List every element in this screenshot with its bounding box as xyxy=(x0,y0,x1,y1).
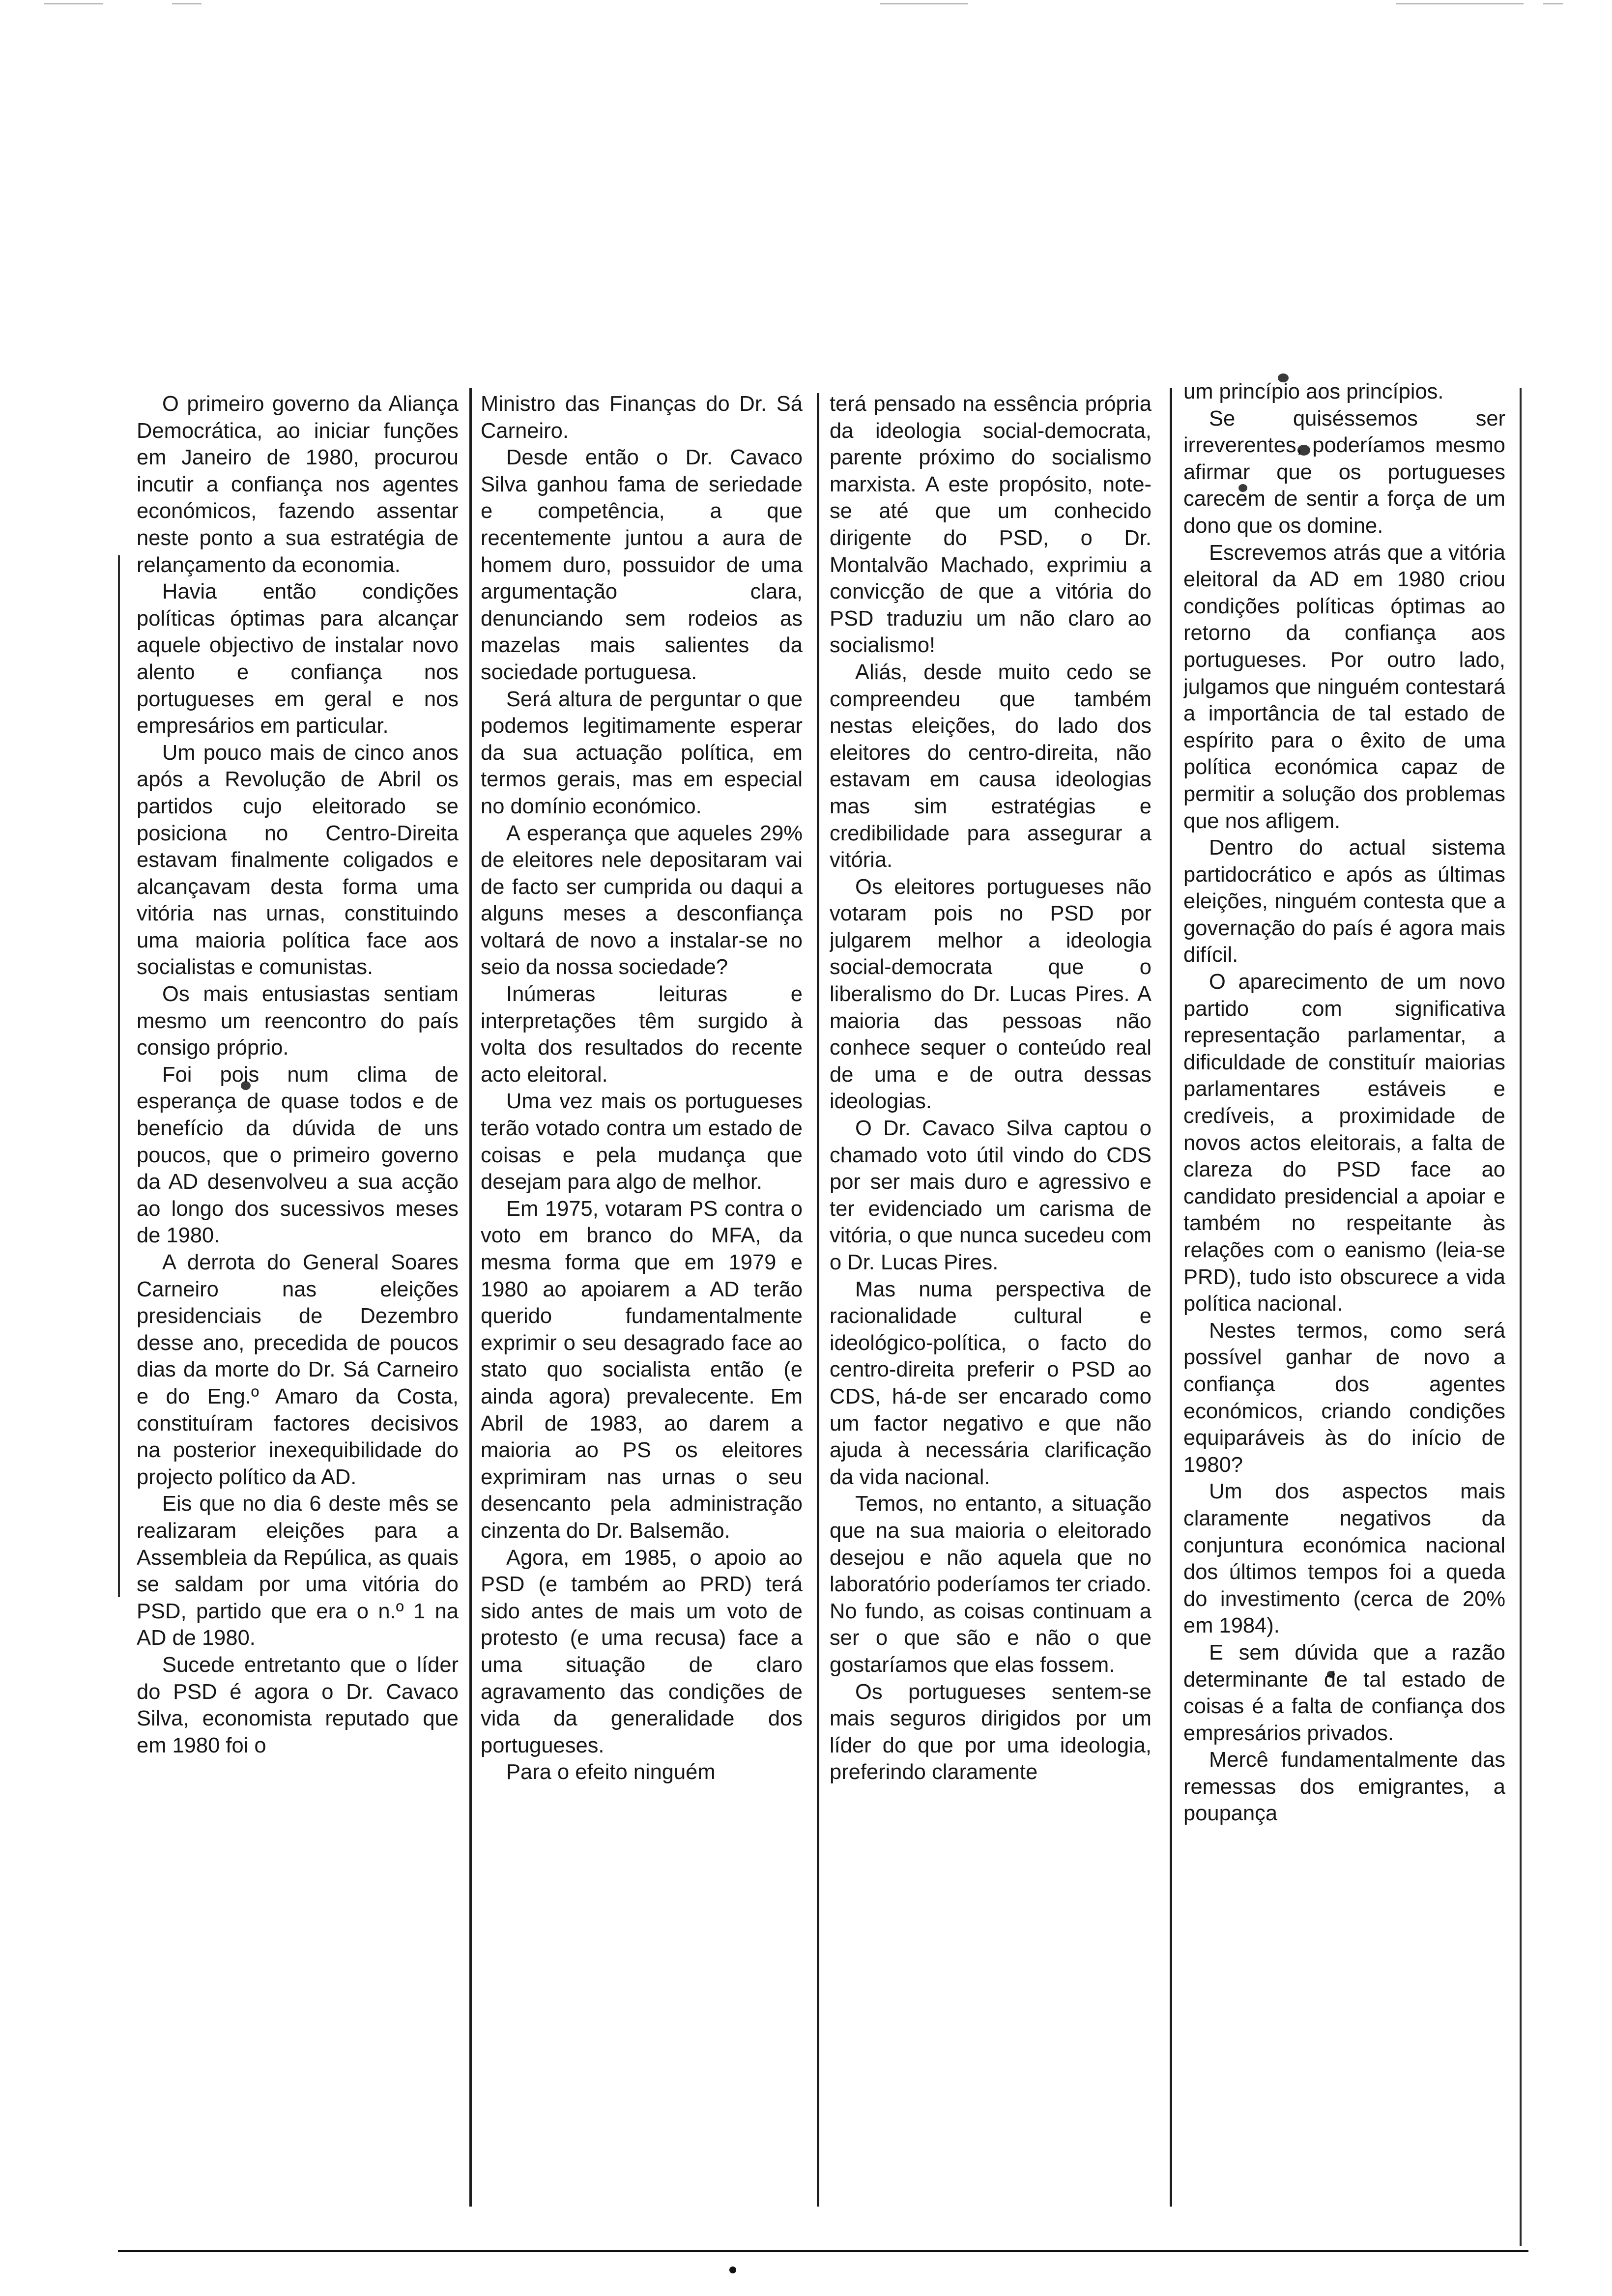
article-paragraph: Inúmeras leituras e interpretações têm surgido à volta dos resultados do recente acto eleitoral. xyxy=(481,982,803,1087)
article-paragraph: Os mais entusiastas sentiam mesmo um reencontro do país consigo próprio. xyxy=(137,982,459,1060)
article-paragraph: A esperança que aqueles 29% de eleitores nele depositaram vai de facto ser cumprida ou daqui a alguns meses a desconfiança voltará de novo a instalar-se no seio da nossa sociedade? xyxy=(481,821,803,979)
article-paragraph: Será altura de perguntar o que podemos legitimamente esperar da sua actuação política, em termos gerais, mas em especial no domínio económico. xyxy=(481,687,803,818)
article-paragraph: Os portugueses sentem-se mais seguros dirigidos por um líder do que por uma ideologia, preferindo claramente xyxy=(830,1680,1151,1784)
article-paragraph: Se quiséssemos ser irreverentes, poderíamos mesmo afirmar que os portugueses carecem de sentir a força de um dono que os domine. xyxy=(1183,406,1505,538)
bottom-rule xyxy=(118,2250,1528,2252)
article-paragraph: Eis que no dia 6 deste mês se realizaram eleições para a Assembleia da Repúlica, as quais se saldam por uma vitória do PSD, partido que era o n.º 1 na AD de 1980. xyxy=(137,1492,459,1650)
column-rule-3 xyxy=(1170,388,1172,2207)
article-paragraph: Temos, no entanto, a situação que na sua maioria o eleitorado desejou e não aquela que no laboratório poderíamos ter criado. No fundo, as coisas continuam a ser o que são e não o que gostaríamos que elas fossem. xyxy=(830,1492,1151,1677)
article-paragraph: O Dr. Cavaco Silva captou o chamado voto útil vindo do CDS por ser mais duro e agressivo e ter evidenciado um carisma de vitória, o que nunca sucedeu com o Dr. Lucas Pires. xyxy=(830,1117,1151,1274)
article-paragraph: Agora, em 1985, o apoio ao PSD (e também ao PRD) terá sido antes de mais um voto de protesto (e uma recusa) face a uma situação de claro agravamento das condições de vida da generalidade dos portugueses. xyxy=(481,1546,803,1757)
article-paragraph: Sucede entretanto que o líder do PSD é agora o Dr. Cavaco Silva, economista reputado que em 1980 foi o xyxy=(137,1653,459,1757)
article-paragraph: O aparecimento de um novo partido com significativa representação parlamentar, a dificuldade de constituír maiorias parlamentares estáveis e credíveis, a proximidade de novos actos eleitorais, a falta de clareza do PSD face ao candidato presidencial a apoiar e também no respeitante às relações com o eanismo (leia-se PRD), tudo isto obscurece a vida política nacional. xyxy=(1183,970,1505,1316)
article-column-3 xyxy=(830,391,1151,2234)
article-paragraph: Uma vez mais os portugueses terão votado contra um estado de coisas e pela mudança que desejam para algo de melhor. xyxy=(481,1090,803,1194)
article-paragraph: Ministro das Finanças do Dr. Sá Carneiro. xyxy=(481,392,803,443)
article-paragraph: Mas numa perspectiva de racionalidade cultural e ideológico-política, o facto do centro-direita preferir o PSD ao CDS, há-de ser encarado como um factor negativo e que não ajuda à necessária clarificação da vida nacional. xyxy=(830,1277,1151,1489)
column-rule-2 xyxy=(817,393,819,2207)
article-paragraph: Os eleitores portugueses não votaram pois no PSD por julgarem melhor a ideologia social-democrata que o liberalismo do Dr. Lucas Pires. A maioria das pessoas não conhece sequer o conteúdo real de uma e de outra dessas ideologias. xyxy=(830,875,1151,1114)
column-rule-1 xyxy=(469,388,472,2207)
article-paragraph: E sem dúvida que a razão determinante de tal estado de coisas é a falta de confiança dos empresários privados. xyxy=(1183,1640,1505,1745)
article-paragraph: Havia então condições políticas óptimas para alcançar aquele objectivo de instalar novo alento e confiança nos portugueses em geral e nos empresários em particular. xyxy=(137,580,459,738)
bottom-dot xyxy=(729,2267,736,2273)
left-margin-rule xyxy=(118,555,120,1597)
article-paragraph: Aliás, desde muito cedo se compreendeu que também nestas eleições, do lado dos eleitores do centro-direita, não estavam em causa ideologias mas sim estratégias e credibilidade para assegurar a vitória. xyxy=(830,660,1151,872)
article-paragraph: Foi pois num clima de esperança de quase todos e de benefício da dúvida de uns poucos, que o primeiro governo da AD desenvolveu a sua acção ao longo dos sucessivos meses de 1980. xyxy=(137,1062,459,1248)
article-paragraph: terá pensado na essência própria da ideologia social-democrata, parente próximo do socialismo marxista. A este propósito, note-se até que um conhecido dirigente do PSD, o Dr. Montalvão Machado, exprimiu a convicção de que a vitória do PSD traduziu um não claro ao socialismo! xyxy=(830,392,1151,658)
article-column-4 xyxy=(1183,378,1505,2221)
article-column-2 xyxy=(481,391,803,2234)
article-paragraph: Desde então o Dr. Cavaco Silva ganhou fama de seriedade e competência, a que recentemente juntou a aura de homem duro, possuidor de uma argumentação clara, denunciando sem rodeios as mazelas mais salientes da sociedade portuguesa. xyxy=(481,446,803,684)
article-paragraph: Nestes termos, como será possível ganhar de novo a confiança dos agentes económicos, criando condições equiparáveis às do início de 1980? xyxy=(1183,1319,1505,1477)
article-paragraph: Em 1975, votaram PS contra o voto em branco do MFA, da mesma forma que em 1979 e 1980 ao apoiarem a AD terão querido fundamentalmente exprimir o seu desagrado face ao stato quo socialista então (e ainda agora) prevalecente. Em Abril de 1983, ao darem a maioria ao PS os eleitores exprimiram nas urnas o seu desencanto pela administração cinzenta do Dr. Balsemão. xyxy=(481,1197,803,1543)
article-paragraph: Escrevemos atrás que a vitória eleitoral da AD em 1980 criou condições políticas óptimas ao retorno da confiança aos portugueses. Por outro lado, julgamos que ninguém contestará a importância de tal estado de espírito para o êxito de uma política económica capaz de permitir a solução dos problemas que nos afligem. xyxy=(1183,541,1505,833)
article-paragraph: um princípio aos princípios. xyxy=(1183,380,1444,403)
article-paragraph: Um dos aspectos mais claramente negativos da conjuntura económica nacional dos últimos tempos foi a queda do investimento (cerca de 20% em 1984). xyxy=(1183,1480,1505,1638)
article-column-1 xyxy=(137,391,459,2234)
right-margin-rule xyxy=(1520,388,1522,2246)
article-paragraph: Mercê fundamentalmente das remessas dos emigrantes, a poupança xyxy=(1183,1748,1505,1826)
article-paragraph: Um pouco mais de cinco anos após a Revolução de Abril os partidos cujo eleitorado se posiciona no Centro-Direita estavam finalmente coligados e alcançavam desta forma uma vitória nas urnas, constituindo uma maioria política face aos socialistas e comunistas. xyxy=(137,741,459,979)
article-paragraph: Para o efeito ninguém xyxy=(506,1760,716,1784)
article-paragraph: Dentro do actual sistema partidocrático e após as últimas eleições, ninguém contesta que a governação do país é agora mais difícil. xyxy=(1183,836,1505,967)
article-paragraph: A derrota do General Soares Carneiro nas eleições presidenciais de Dezembro desse ano, precedida de poucos dias da morte do Dr. Sá Carneiro e do Eng.º Amaro da Costa, constituíram factores decisivos na posterior inexequibilidade do projecto político da AD. xyxy=(137,1251,459,1489)
article-paragraph: O primeiro governo da Aliança Democrática, ao iniciar funções em Janeiro de 1980, procurou incutir a confiança nos agentes económicos, fazendo assentar neste ponto a sua estratégia de relançamento da economia. xyxy=(137,392,459,577)
top-edge-scan-marks xyxy=(44,0,1568,15)
